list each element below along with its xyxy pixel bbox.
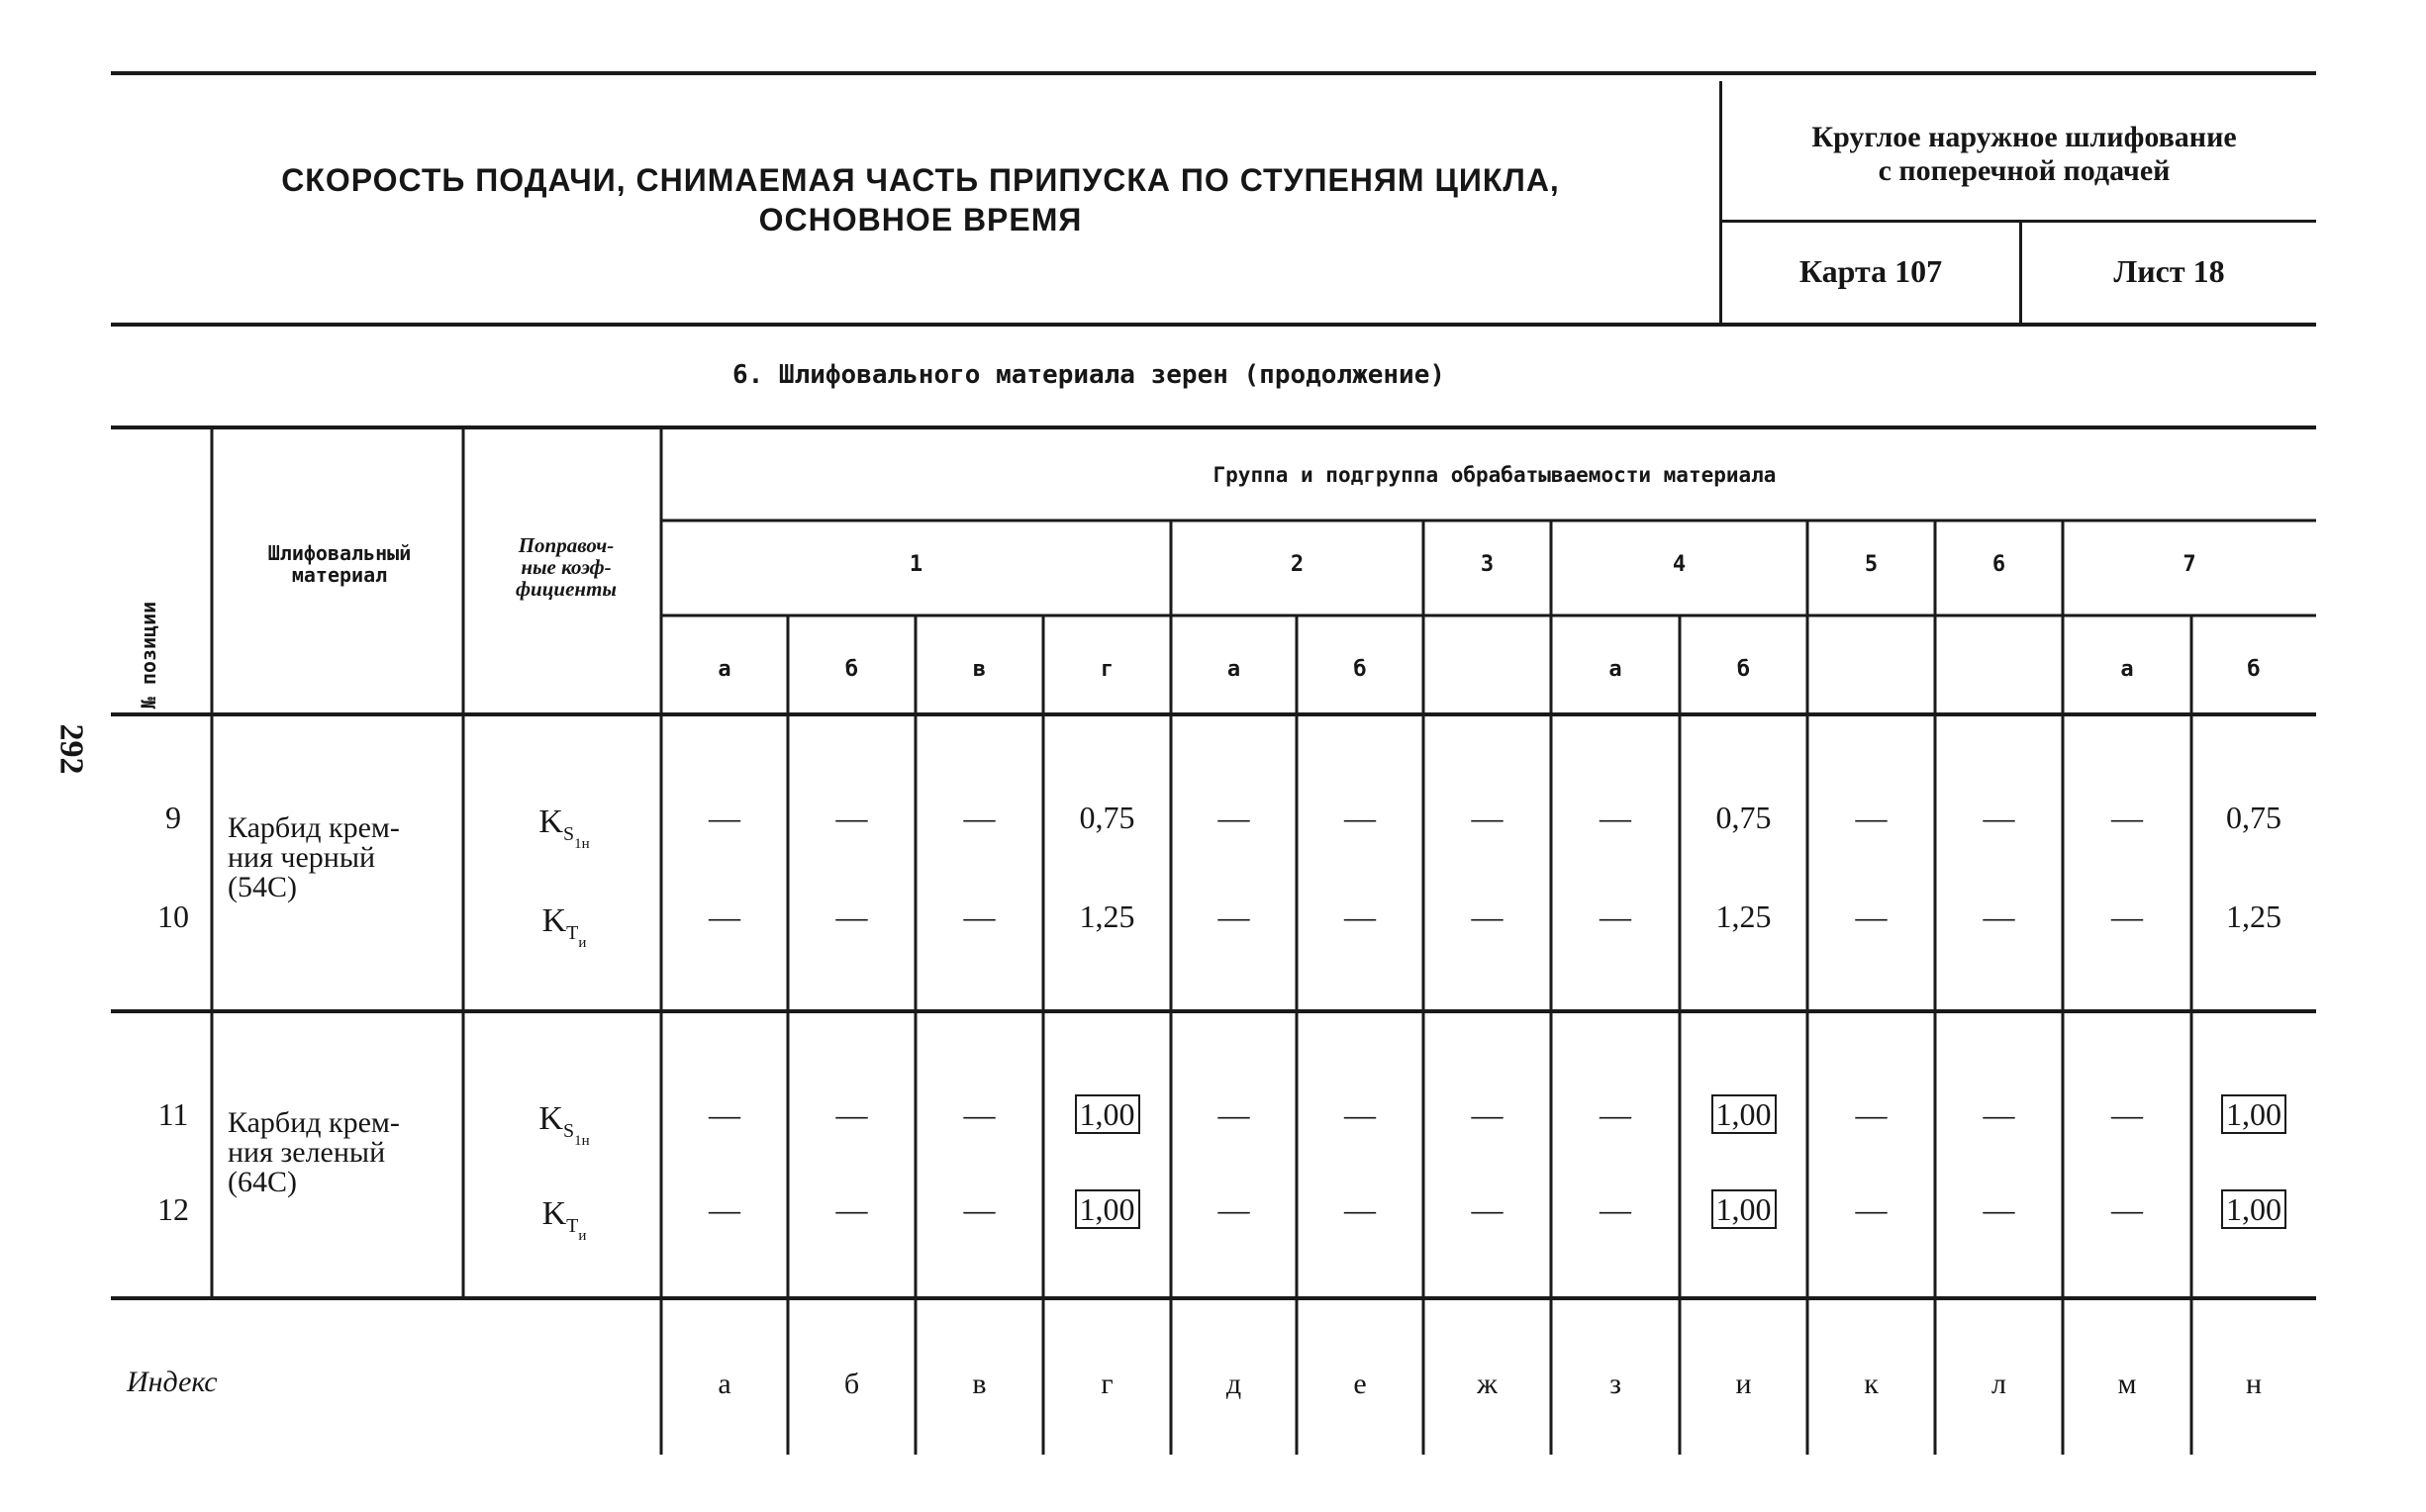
- operation-line-2: с поперечной подачей: [1878, 154, 2171, 187]
- cell-value: —: [2111, 1096, 2143, 1132]
- index-letter: з: [1609, 1368, 1621, 1400]
- table-cell: [2068, 1096, 2186, 1133]
- index-letter: к: [1864, 1368, 1879, 1400]
- index-letter: б: [843, 1368, 860, 1400]
- cell-value: —: [1471, 800, 1504, 835]
- table-cell: [1428, 1096, 1547, 1133]
- subgroup-label: а: [2120, 657, 2134, 682]
- table-cell: [1048, 1191, 1167, 1228]
- material-cell: Карбид крем- ния зеленый (64С): [228, 1106, 400, 1198]
- table-cell: [1428, 800, 1547, 836]
- position-number: 12: [157, 1191, 189, 1227]
- table-cell: [1812, 1096, 1931, 1133]
- subgroup-label: б: [1353, 657, 1367, 682]
- coefficient-symbol: [505, 1195, 624, 1245]
- cell-value: —: [835, 800, 868, 835]
- coefficient-letter: K: [538, 803, 563, 840]
- group-header: Группа и подгруппа обрабатываемости материала: [1213, 463, 1777, 487]
- cell-value: —: [709, 800, 740, 835]
- cell-value: —: [1471, 898, 1504, 934]
- cell-value: —: [2111, 898, 2143, 934]
- table-cell: [2194, 898, 2313, 935]
- subgroup-label: б: [1736, 657, 1751, 682]
- cell-value: —: [963, 1191, 996, 1227]
- sheet-number: Лист 18: [2113, 253, 2225, 289]
- index-letter: л: [1991, 1368, 2006, 1400]
- table-cell: [921, 800, 1039, 836]
- index-letter: д: [1225, 1368, 1242, 1400]
- cell-value: —: [1600, 898, 1631, 934]
- cell-value: —: [1471, 1191, 1504, 1227]
- index-letter: м: [2117, 1368, 2137, 1400]
- cell-value: 1,00: [2221, 1189, 2286, 1229]
- table-cell: [1812, 1191, 1931, 1228]
- cell-value: —: [1344, 1096, 1376, 1132]
- table-cell: [921, 898, 1039, 935]
- coefficient-sub-subscript: 1н: [574, 1133, 590, 1149]
- coefficient-symbol: [505, 1100, 624, 1150]
- table-cell: [1812, 898, 1931, 935]
- cell-value: —: [1217, 898, 1250, 934]
- table-cell: [1048, 800, 1167, 836]
- cell-value: —: [1600, 800, 1631, 835]
- title-line-1: СКОРОСТЬ ПОДАЧИ, СНИМАЕМАЯ ЧАСТЬ ПРИПУСКА ПО СТУПЕНЯМ ЦИКЛА,: [281, 162, 1560, 198]
- position-number: 9: [165, 800, 181, 835]
- coefficient-sub-subscript: 1н: [574, 836, 590, 852]
- cell-value: —: [1983, 1096, 2015, 1132]
- index-letter: н: [2245, 1368, 2263, 1400]
- table-cell: [1556, 898, 1675, 935]
- table-cell: [665, 1096, 784, 1133]
- coefficient-letter: K: [538, 1100, 563, 1137]
- cell-value: 1,25: [1715, 898, 1772, 934]
- document-title: [148, 160, 1693, 239]
- cell-value: —: [835, 898, 868, 934]
- table-cell: [1685, 898, 1803, 935]
- subgroup-label: а: [1226, 657, 1241, 682]
- cell-value: 1,25: [2226, 898, 2281, 934]
- table-cell: [793, 1096, 912, 1133]
- cell-value: —: [2111, 800, 2143, 835]
- cell-value: —: [1855, 800, 1888, 835]
- cell-value: —: [1344, 1191, 1376, 1227]
- cell-value: 1,00: [1075, 1189, 1140, 1229]
- title-line-2: ОСНОВНОЕ ВРЕМЯ: [758, 202, 1083, 237]
- index-letter: ж: [1477, 1368, 1498, 1400]
- cell-value: 1,00: [1075, 1094, 1140, 1134]
- coefficient-sub-subscript: и: [578, 1228, 587, 1244]
- cell-value: —: [1217, 800, 1250, 835]
- table-cell: [1940, 1191, 2059, 1228]
- cell-value: 1,00: [1711, 1189, 1777, 1229]
- subgroup-label: б: [844, 657, 859, 682]
- table-cell: [665, 898, 784, 935]
- subgroup-label: а: [1608, 657, 1622, 682]
- subgroup-label: в: [972, 657, 987, 682]
- cell-value: —: [2111, 1191, 2143, 1227]
- index-letter: г: [1101, 1368, 1114, 1400]
- subgroup-label: г: [1100, 657, 1115, 682]
- group-number: 7: [2183, 552, 2196, 577]
- cell-value: —: [1983, 800, 2015, 835]
- group-number: 4: [1672, 552, 1687, 577]
- table-cell: [1175, 898, 1294, 935]
- table-cell: [793, 800, 912, 836]
- cell-value: —: [1217, 1096, 1250, 1132]
- operation-line-1: Круглое наружное шлифование: [1811, 121, 2237, 153]
- table-cell: [2068, 800, 2186, 836]
- table-cell: [1301, 800, 1419, 836]
- cell-value: 0,75: [1079, 800, 1135, 835]
- coefficient-letter: K: [541, 1195, 567, 1232]
- index-letter: в: [972, 1368, 987, 1400]
- coefficient-subscript: T: [566, 922, 579, 944]
- table-cell: [1556, 1096, 1675, 1133]
- position-number: 11: [157, 1096, 189, 1132]
- index-letter: е: [1353, 1368, 1367, 1400]
- table-cell: [1175, 800, 1294, 836]
- table-cell: [793, 1191, 912, 1228]
- table-cell: [1048, 898, 1167, 935]
- table-cell: [1685, 1191, 1803, 1228]
- coefficient-column-header: Поправоч- ные коэф- фициенты: [516, 533, 617, 601]
- cell-value: —: [709, 1191, 740, 1227]
- table-cell: [1048, 1096, 1167, 1133]
- cell-value: —: [1855, 1191, 1888, 1227]
- table-cell: [2068, 898, 2186, 935]
- table-cell: [2068, 1191, 2186, 1228]
- table-cell: [1940, 898, 2059, 935]
- cell-value: —: [709, 898, 740, 934]
- table-cell: [1556, 800, 1675, 836]
- table-cell: [1428, 898, 1547, 935]
- cell-value: 0,75: [2226, 800, 2281, 835]
- cell-value: —: [1983, 898, 2015, 934]
- material-cell: Карбид крем- ния черный (54С): [228, 811, 400, 903]
- table-cell: [2194, 800, 2313, 836]
- cell-value: —: [1855, 898, 1888, 934]
- section-title: 6. Шлифовального материала зерен (продолжение): [731, 360, 1446, 390]
- cell-value: 0,75: [1715, 800, 1772, 835]
- cell-value: —: [963, 800, 996, 835]
- index-letter: а: [718, 1368, 731, 1400]
- group-number: 3: [1480, 552, 1495, 577]
- group-number: 2: [1290, 552, 1305, 577]
- cell-value: 1,00: [2221, 1094, 2286, 1134]
- header-top-rule: [111, 71, 2316, 75]
- card-number: Карта 107: [1798, 253, 1943, 289]
- cell-value: —: [709, 1096, 740, 1132]
- table-cell: [1940, 1096, 2059, 1133]
- cell-value: —: [1600, 1096, 1631, 1132]
- position-number: 10: [157, 898, 189, 934]
- page-number: 292: [52, 723, 90, 775]
- table-cell: [1175, 1096, 1294, 1133]
- cell-value: —: [835, 1191, 868, 1227]
- table-cell: [1685, 800, 1803, 836]
- cell-value: —: [963, 1096, 996, 1132]
- table-cell: [793, 898, 912, 935]
- table-cell: [665, 800, 784, 836]
- index-row-label: Индекс: [127, 1366, 218, 1398]
- subgroup-label: б: [2247, 657, 2261, 682]
- index-letter: и: [1735, 1368, 1752, 1400]
- header-bottom-rule: [111, 323, 2316, 327]
- coefficient-symbol: [505, 902, 624, 952]
- coefficient-symbol: [505, 803, 624, 853]
- group-number: 1: [909, 552, 923, 577]
- cell-value: —: [1855, 1096, 1888, 1132]
- table-cell: [665, 1191, 784, 1228]
- cell-value: —: [1983, 1191, 2015, 1227]
- table-cell: [921, 1096, 1039, 1133]
- operation-title: [1732, 121, 2316, 188]
- cell-value: —: [835, 1096, 868, 1132]
- cell-value: —: [1471, 1096, 1504, 1132]
- group-number: 5: [1864, 552, 1879, 577]
- group-number: 6: [1991, 552, 2006, 577]
- cell-value: —: [1217, 1191, 1250, 1227]
- table-cell: [1556, 1191, 1675, 1228]
- cell-value: —: [1344, 898, 1376, 934]
- subgroup-label: а: [718, 657, 731, 682]
- coefficient-letter: K: [541, 902, 567, 939]
- cell-value: 1,25: [1079, 898, 1135, 934]
- position-column-header: № позиции: [137, 601, 160, 709]
- coefficient-subscript: T: [566, 1215, 579, 1237]
- material-column-header: Шлифовальный материал: [267, 541, 412, 587]
- cell-value: —: [1600, 1191, 1631, 1227]
- table-cell: [921, 1191, 1039, 1228]
- cell-value: 1,00: [1711, 1094, 1777, 1134]
- table-cell: [1301, 898, 1419, 935]
- cell-value: —: [1344, 800, 1376, 835]
- coefficient-subscript: S: [562, 823, 575, 845]
- table-cell: [1175, 1191, 1294, 1228]
- table-cell: [1301, 1191, 1419, 1228]
- table-cell: [1301, 1096, 1419, 1133]
- table-cell: [1428, 1191, 1547, 1228]
- coefficient-subscript: S: [562, 1120, 575, 1142]
- table-cell: [1812, 800, 1931, 836]
- table-cell: [2194, 1191, 2313, 1228]
- table-cell: [1940, 800, 2059, 836]
- table-cell: [2194, 1096, 2313, 1133]
- table-cell: [1685, 1096, 1803, 1133]
- coefficient-sub-subscript: и: [578, 935, 587, 951]
- cell-value: —: [963, 898, 996, 934]
